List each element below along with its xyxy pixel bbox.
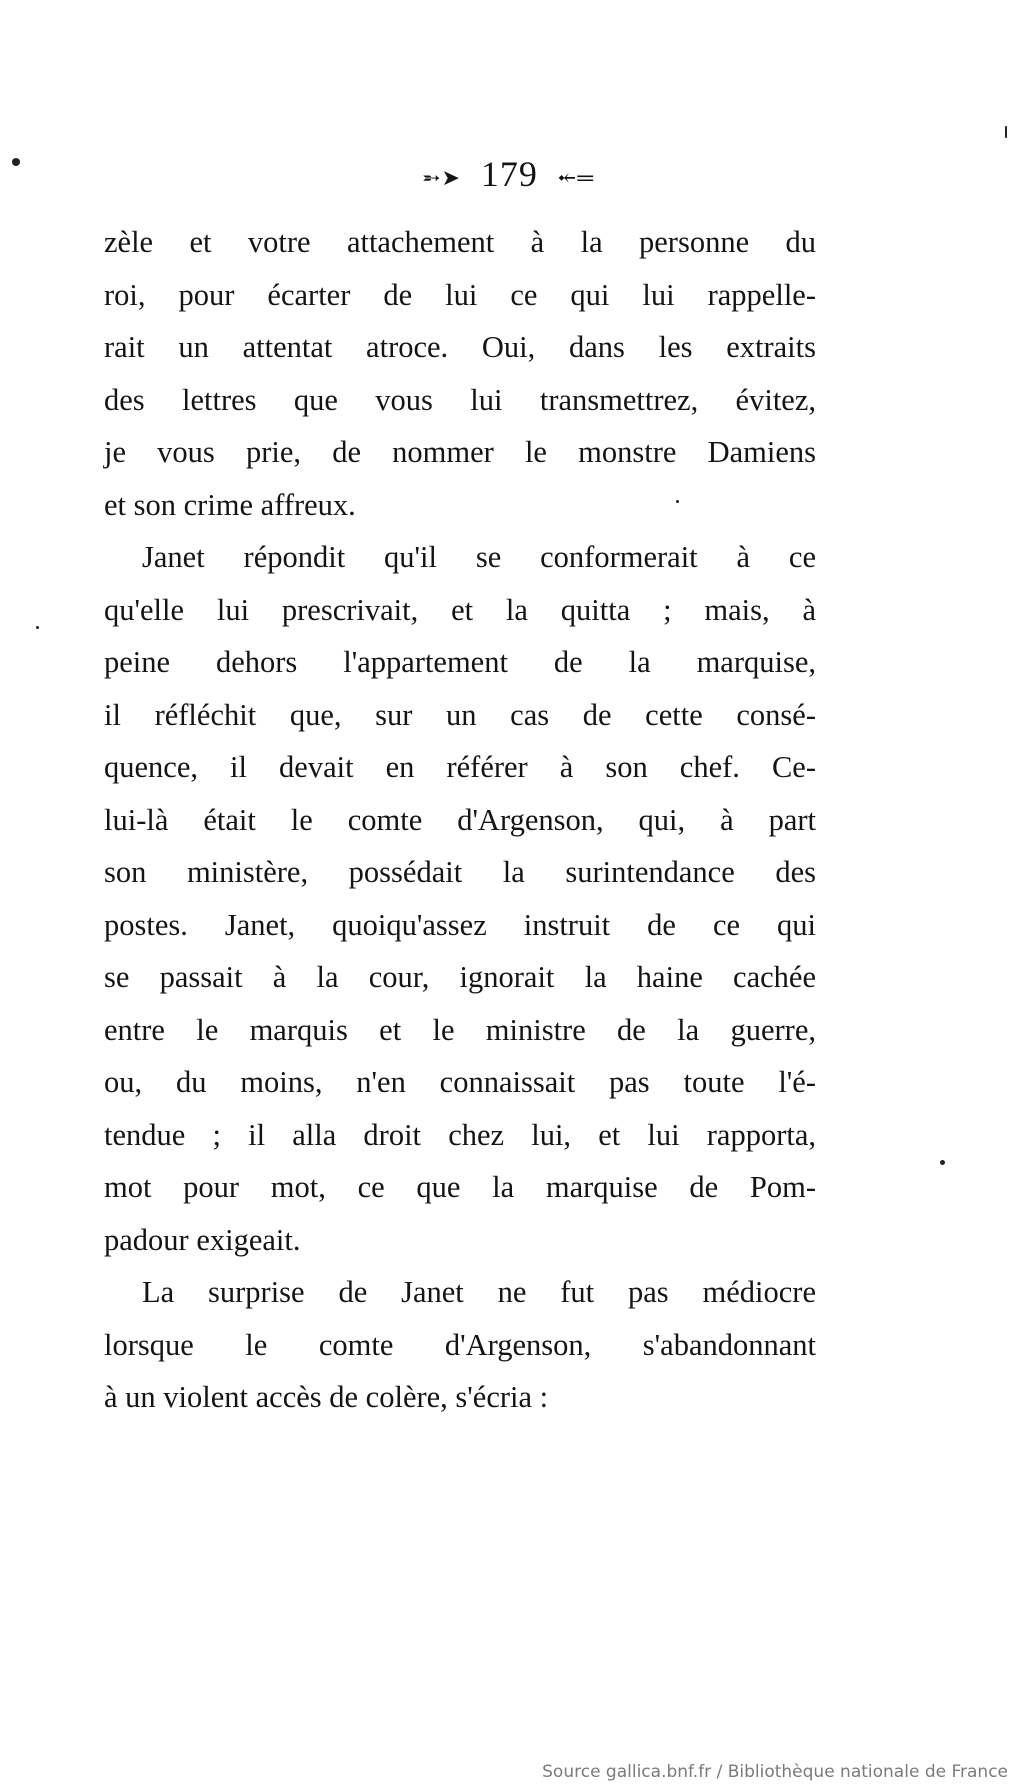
text-line: Janet répondit qu'il se conformerait à ce — [142, 540, 816, 574]
text-line: qu'elle lui prescrivait, et la quitta ; mais, à — [104, 592, 816, 627]
text-line: peine dehors l'appartement de la marquise, — [104, 645, 816, 679]
body-text — [104, 216, 816, 1424]
page-header — [0, 150, 1016, 202]
text-line: zèle et votre attachement à la personne du — [104, 225, 816, 259]
text-line: tendue ; il alla droit chez lui, et lui rapporta, — [104, 1117, 816, 1152]
text-line: postes. Janet, quoiqu'assez instruit de ce qui — [104, 907, 816, 942]
text-line: son ministère, possédait la surintendance des — [104, 855, 816, 889]
text-line: des lettres que vous lui transmettrez, évitez, — [104, 382, 816, 417]
text-line: mot pour mot, ce que la marquise de Pom- — [104, 1170, 816, 1204]
paragraph-1 — [104, 216, 816, 531]
scan-speck — [1005, 126, 1007, 138]
text-line: entre le marquis et le ministre de la guerre, — [104, 1012, 816, 1047]
scan-speck — [940, 1160, 945, 1165]
paragraph-2 — [104, 531, 816, 1266]
source-attribution: Source gallica.bnf.fr / Bibliothèque nationale de France — [542, 1762, 1008, 1782]
scan-speck — [676, 500, 679, 503]
scan-speck — [36, 626, 39, 629]
text-line: La surprise de Janet ne fut pas médiocre — [142, 1275, 816, 1309]
text-line: se passait à la cour, ignorait la haine cachée — [104, 960, 816, 994]
text-line: quence, il devait en référer à son chef. Ce- — [104, 750, 816, 784]
ornament-right-icon: ⤝═ — [557, 164, 594, 190]
text-line: padour exigeait. — [104, 1222, 301, 1257]
text-line: ou, du moins, n'en connaissait pas toute l'é- — [104, 1065, 816, 1099]
text-line: roi, pour écarter de lui ce qui lui rappelle- — [104, 277, 816, 312]
text-line: et son crime affreux. — [104, 487, 356, 522]
text-line: lui-là était le comte d'Argenson, qui, à part — [104, 802, 816, 837]
text-line: il réfléchit que, sur un cas de cette consé- — [104, 697, 816, 732]
text-line: je vous prie, de nommer le monstre Damiens — [104, 435, 816, 469]
page-number: 179 — [480, 154, 538, 194]
ornament-left-icon: ➵➤ — [422, 164, 461, 190]
text-line: rait un attentat atroce. Oui, dans les extraits — [104, 330, 816, 364]
text-line: à un violent accès de colère, s'écria : — [104, 1380, 549, 1414]
scan-speck — [12, 158, 20, 166]
paragraph-3 — [104, 1266, 816, 1424]
text-line: lorsque le comte d'Argenson, s'abandonnant — [104, 1327, 816, 1362]
